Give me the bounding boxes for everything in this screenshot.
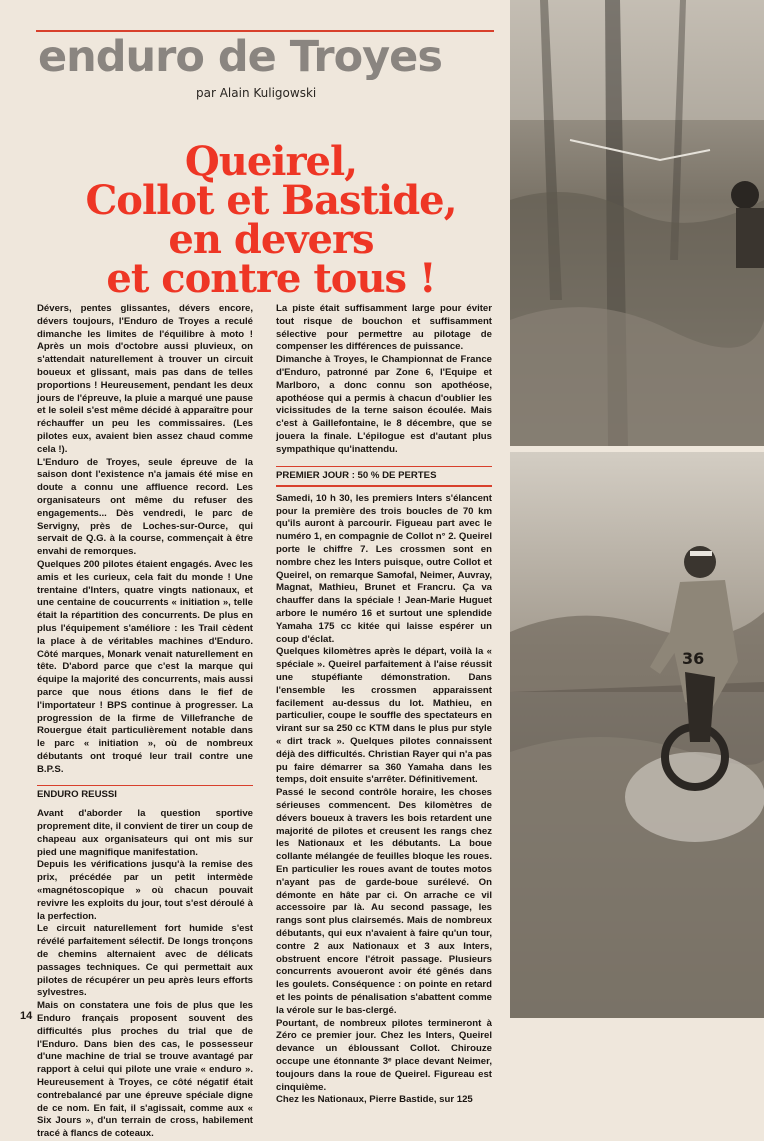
section-heading-text: ENDURO REUSSI (37, 789, 117, 801)
photo-water-image (510, 452, 764, 1018)
paragraph: Quelques kilomètres après le départ, voilà la « spéciale ». Queirel parfaitement à l'aise réussit une stupéfiante démonstration. Dans l'ensemble les crossmen apparaissent facilement au-dessus du lot. Mathieu, en particulier, coupe le souffle des spectateurs en virant sur sa 250 cc KTM dans le plus pur style « dirt track ». Quelques pilotes connaissent déjà des difficultés. Christian Rayer qui n'a pas pu faire démarrer sa 360 Yamaha dans les temps, doit ensuite s'arrêter. Définitivement. (276, 646, 492, 786)
paragraph: Pourtant, de nombreux pilotes termineront à Zéro ce premier jour. Chez les Inters, Queirel devance un ébloussant Collot. Chirouze occupe une étonnante 3ᵉ place devant Neimer, toujours dans la roue de Queirel. Figureau est cinquième. (276, 1017, 492, 1093)
paragraph: Quelques 200 pilotes étaient engagés. Avec les amis et les curieux, cela fait du monde ! Une trentaine d'Inters, quatre vingts nationaux, et une centaine de coucurrents « initiation », telle était la répartition des concurrents. De plus en plus l'équipement s'améliore : les Trail cèdent la place à de véritables machines d'Enduro. Côté marques, Monark venait naturellement en tête. D'abord parce que c'est la marque qui équipe la majorité des concurrents, mais aussi parce que nous étions dans le fief de l'importateur ! BPS continue à progresser. La progression de la firme de Villefranche de Rouergue était particulièrement notable dans le parc « initiation », où de nombreux débutants ont troqué leur trail contre une B.P.S. (37, 558, 253, 775)
svg-text:36: 36 (682, 649, 705, 668)
paragraph: Mais on constatera une fois de plus que les Enduro français proposent souvent des difficultés plus proches du trial que de l'Enduro. Dans bien des cas, le possesseur d'une machine de trial se trouve avantagé par rapport à celui qui pilote une vraie « enduro ». Heureusement à Troyes, ce côté négatif était contrebalancé par une épreuve spéciale digne de ce nom. En fait, il s'agissait, comme aux « Six Jours », d'un terrain de cross, habilement tracé à flancs de coteaux. (37, 1000, 253, 1140)
photo-rider-crossing-water (510, 452, 764, 1018)
section-heading (37, 785, 253, 802)
photo-rider-in-woods (510, 0, 764, 446)
paragraph: Dévers, pentes glissantes, dévers encore, dévers toujours, l'Enduro de Troyes a reculé dimanche les limites de l'équilibre à moto ! Après un mois d'octobre aussi pluvieux, on s'attendait naturellement à trouver un circuit boueux et glissant, mais pas dans de telles proportions ! Heureusement, pendant les deux jours de l'épreuve, la pluie a marqué une pause et le soleil s'est même décidé à apparaître pour réchauffer un peu les commissaires. (Les pilotes eux, avaient bien assez chaud comme cela !). (37, 303, 253, 455)
page-title: enduro de Troyes (38, 32, 442, 82)
paragraph: La piste était suffisamment large pour éviter tout risque de bouchon et suffisamment sélective pour permettre au pilotage de compenser les différences de puissance. (276, 303, 492, 353)
paragraph: Avant d'aborder la question sportive proprement dite, il convient de tirer un coup de chapeau aux organisateurs qui ont mis sur pied une magnifique manifestation. (37, 808, 253, 858)
headline (36, 138, 506, 302)
paragraph: Samedi, 10 h 30, les premiers Inters s'élancent pour la première des trois boucles de 70 km qu'ils auront à parcourir. Figueau part avec le numéro 1, en compagnie de Collot n° 2. Queirel porte le chiffre 7. Les crossmen sont en nombre chez les Inters puisque, outre Collot et Queirel, on remarque Samofal, Neimer, Auvray, Magnat, Mathieu, Brunet et Francru. Ça va chauffer dans la spéciale ! Jean-Marie Huguet arbore le numéro 16 et surtout une splendide Yamaha 175 cc kitée qui laisse espérer un coup d'éclat. (276, 492, 492, 645)
section-heading (276, 466, 492, 487)
section-rule (276, 485, 492, 487)
paragraph: Depuis les vérifications jusqu'à la remise des prix, précédée par un petit intermède «magnétoscopique » où chacun pouvait revivre les exploits du jour, tout s'est déroulé à la perfection. (37, 859, 253, 922)
paragraph: Dimanche à Troyes, le Championnat de France d'Enduro, patronné par Zone 6, l'Equipe et Marlboro, a donc connu son apothéose, apothéose qui a permis à chacun d'oublier les vicissitudes de la terne saison écoulée. Mais c'est à Gaillefontaine, le 8 décembre, que se jouera la finale. L'épilogue est d'autant plus sympathique qu'inattendu. (276, 354, 492, 455)
headline-line: et contre tous ! (106, 255, 436, 302)
headline-line: Collot et Bastide, (85, 177, 457, 224)
headline-line: Queirel, (184, 138, 358, 185)
byline: par Alain Kuligowski (196, 86, 317, 100)
paragraph: Chez les Nationaux, Pierre Bastide, sur 125 (276, 1094, 473, 1106)
section-heading-text: PREMIER JOUR : 50 % DE PERTES (276, 469, 437, 481)
article-column-1 (37, 303, 253, 1140)
headline-line: en devers (168, 216, 374, 263)
paragraph: Passé le second contrôle horaire, les choses sérieuses commencent. Des kilomètres de dévers boueux à travers les bois retardent une majorité de pilotes et creusent les rangs chez les Nationaux et les débutants. La boue collante mélangée de feuilles bloque les roues. En particulier les roues avant de toutes motos n'ayant pas de garde-boue surélevé. On démonte en hâte par ci. On arrache ce vil accessoire par là. Au second passage, les rangs sont plus clairsemés. Mais de nombreux débutants, qui eux n'avaient à faire qu'un tour, contre 2 aux Nationaux et 3 aux Inters, obstruent encore l'étroit passage. Plusieurs concurrents avoueront avoir été gênés dans les goulets. Conséquence : on pointe en retard et les points de pénalisation s'abattent comme la vérole sur le bas-clergé. (276, 787, 492, 1016)
article-column-2 (276, 303, 492, 1106)
photo-woods-image (510, 0, 764, 446)
paragraph: L'Enduro de Troyes, seule épreuve de la saison dont l'existence n'a jamais été mise en doute a connu une affluence record. Les organisateurs ont même du refuser des engagements... Dès vendredi, le parc de Servigny, près de Loches-sur-Ource, qui servait de Q.G. à la course, commençait à être envahi de remorques. (37, 456, 253, 558)
page-number: 14 (20, 1010, 33, 1022)
paragraph: Le circuit naturellement fort humide s'est révélé parfaitement sélectif. De longs tronçons de chemins alternaient avec de délicats passages techniques. Ce qui permettait aux pilotes de récupérer un peu après leurs efforts sylvestres. (37, 923, 253, 999)
